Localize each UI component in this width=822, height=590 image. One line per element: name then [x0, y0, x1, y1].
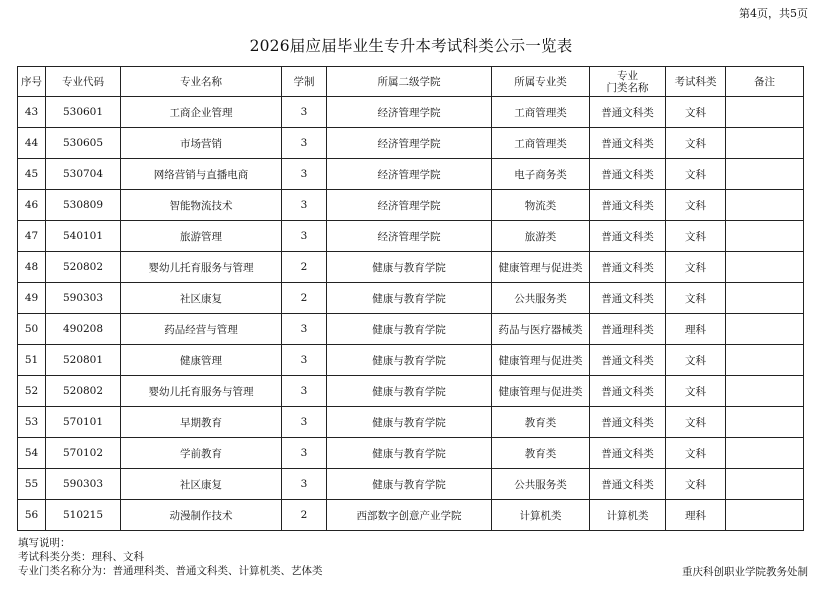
cell-name: 健康管理 [121, 345, 282, 376]
column-header-years [282, 67, 327, 97]
cell-years: 2 [282, 500, 327, 531]
cell-code: 590303 [46, 283, 121, 314]
cell-seq: 55 [18, 469, 46, 500]
table-row [18, 159, 804, 190]
cell-code: 520802 [46, 252, 121, 283]
cell-name: 工商企业管理 [121, 97, 282, 128]
cell-exam: 文科 [666, 190, 726, 221]
column-header-text: 考试科类 [674, 75, 717, 88]
table-row [18, 283, 804, 314]
table-row [18, 252, 804, 283]
column-header-text-line2: 门类名称 [606, 81, 649, 94]
cell-category: 电子商务类 [492, 159, 590, 190]
table-row [18, 314, 804, 345]
cell-discipline: 普通文科类 [590, 469, 666, 500]
column-header-text: 学制 [293, 75, 315, 88]
cell-name: 动漫制作技术 [121, 500, 282, 531]
cell-name: 网络营销与直播电商 [121, 159, 282, 190]
page-title: 2026届应届毕业生专升本考试科类公示一览表 [249, 37, 573, 55]
cell-remark [726, 407, 804, 438]
cell-college: 经济管理学院 [327, 97, 492, 128]
cell-exam: 文科 [666, 221, 726, 252]
cell-college: 经济管理学院 [327, 128, 492, 159]
notes-exam-types: 考试科类分类：理科、文科 [18, 551, 144, 563]
cell-remark [726, 500, 804, 531]
table-row [18, 500, 804, 531]
cell-remark [726, 190, 804, 221]
cell-discipline: 普通理科类 [590, 314, 666, 345]
notes-block [18, 536, 323, 578]
cell-remark [726, 345, 804, 376]
cell-college: 健康与教育学院 [327, 407, 492, 438]
table-row [18, 221, 804, 252]
table-body [18, 97, 804, 531]
cell-discipline: 普通文科类 [590, 221, 666, 252]
cell-seq: 56 [18, 500, 46, 531]
cell-years: 3 [282, 190, 327, 221]
department-label: 重庆科创职业学院教务处制 [682, 566, 808, 578]
column-header-text: 所属专业类 [514, 75, 567, 88]
cell-seq: 51 [18, 345, 46, 376]
column-header-code [46, 67, 121, 97]
cell-category: 公共服务类 [492, 469, 590, 500]
cell-exam: 理科 [666, 500, 726, 531]
cell-years: 3 [282, 376, 327, 407]
cell-code: 510215 [46, 500, 121, 531]
cell-exam: 文科 [666, 97, 726, 128]
cell-discipline: 普通文科类 [590, 283, 666, 314]
cell-remark [726, 376, 804, 407]
cell-code: 570101 [46, 407, 121, 438]
table-header-row [18, 67, 804, 97]
column-header-text: 专业名称 [180, 75, 222, 88]
notes-discipline-names: 专业门类名称分为：普通理科类、普通文科类、计算机类、艺体类 [18, 565, 323, 577]
cell-code: 540101 [46, 221, 121, 252]
cell-exam: 文科 [666, 407, 726, 438]
cell-discipline: 普通文科类 [590, 376, 666, 407]
cell-years: 2 [282, 283, 327, 314]
cell-category: 健康管理与促进类 [492, 376, 590, 407]
cell-seq: 43 [18, 97, 46, 128]
column-header-name [121, 67, 282, 97]
cell-exam: 文科 [666, 252, 726, 283]
cell-discipline: 普通文科类 [590, 97, 666, 128]
cell-discipline: 普通文科类 [590, 438, 666, 469]
cell-seq: 46 [18, 190, 46, 221]
cell-name: 婴幼儿托育服务与管理 [121, 252, 282, 283]
cell-seq: 52 [18, 376, 46, 407]
cell-name: 社区康复 [121, 469, 282, 500]
cell-years: 3 [282, 97, 327, 128]
cell-discipline: 普通文科类 [590, 345, 666, 376]
cell-years: 3 [282, 345, 327, 376]
table-row [18, 376, 804, 407]
cell-code: 530809 [46, 190, 121, 221]
cell-code: 530601 [46, 97, 121, 128]
cell-exam: 文科 [666, 159, 726, 190]
cell-name: 智能物流技术 [121, 190, 282, 221]
cell-years: 3 [282, 221, 327, 252]
column-header-exam [666, 67, 726, 97]
column-header-discipline [590, 67, 666, 97]
cell-college: 经济管理学院 [327, 221, 492, 252]
cell-name: 市场营销 [121, 128, 282, 159]
cell-remark [726, 97, 804, 128]
cell-college: 健康与教育学院 [327, 283, 492, 314]
cell-code: 490208 [46, 314, 121, 345]
cell-name: 社区康复 [121, 283, 282, 314]
cell-remark [726, 438, 804, 469]
cell-name: 婴幼儿托育服务与管理 [121, 376, 282, 407]
cell-exam: 文科 [666, 345, 726, 376]
cell-exam: 文科 [666, 438, 726, 469]
cell-discipline: 普通文科类 [590, 128, 666, 159]
cell-seq: 50 [18, 314, 46, 345]
cell-remark [726, 283, 804, 314]
cell-code: 570102 [46, 438, 121, 469]
cell-name: 学前教育 [121, 438, 282, 469]
column-header-category [492, 67, 590, 97]
cell-seq: 49 [18, 283, 46, 314]
majors-table [17, 66, 804, 531]
cell-category: 公共服务类 [492, 283, 590, 314]
cell-discipline: 计算机类 [590, 500, 666, 531]
cell-name: 早期教育 [121, 407, 282, 438]
page-info: 第4页，共5页 [739, 7, 808, 20]
table-row [18, 345, 804, 376]
cell-code: 530605 [46, 128, 121, 159]
column-header-college [327, 67, 492, 97]
cell-category: 计算机类 [492, 500, 590, 531]
column-header-text: 备注 [754, 75, 775, 88]
cell-code: 520802 [46, 376, 121, 407]
cell-years: 3 [282, 438, 327, 469]
cell-discipline: 普通文科类 [590, 159, 666, 190]
cell-name: 药品经营与管理 [121, 314, 282, 345]
cell-college: 经济管理学院 [327, 159, 492, 190]
cell-college: 健康与教育学院 [327, 469, 492, 500]
cell-exam: 理科 [666, 314, 726, 345]
cell-code: 530704 [46, 159, 121, 190]
table-row [18, 407, 804, 438]
cell-college: 健康与教育学院 [327, 376, 492, 407]
cell-years: 3 [282, 128, 327, 159]
column-header-text: 序号 [21, 75, 42, 88]
cell-years: 3 [282, 314, 327, 345]
cell-college: 健康与教育学院 [327, 345, 492, 376]
cell-seq: 44 [18, 128, 46, 159]
cell-college: 经济管理学院 [327, 190, 492, 221]
cell-category: 健康管理与促进类 [492, 345, 590, 376]
cell-category: 健康管理与促进类 [492, 252, 590, 283]
cell-category: 工商管理类 [492, 128, 590, 159]
cell-seq: 53 [18, 407, 46, 438]
cell-remark [726, 221, 804, 252]
table-row [18, 438, 804, 469]
cell-category: 旅游类 [492, 221, 590, 252]
cell-category: 教育类 [492, 438, 590, 469]
cell-category: 工商管理类 [492, 97, 590, 128]
cell-discipline: 普通文科类 [590, 252, 666, 283]
cell-years: 3 [282, 469, 327, 500]
column-header-text: 专业代码 [62, 75, 104, 88]
cell-remark [726, 128, 804, 159]
table-row [18, 469, 804, 500]
cell-code: 590303 [46, 469, 121, 500]
table-row [18, 190, 804, 221]
cell-code: 520801 [46, 345, 121, 376]
cell-seq: 54 [18, 438, 46, 469]
table-row [18, 97, 804, 128]
cell-years: 3 [282, 407, 327, 438]
cell-exam: 文科 [666, 128, 726, 159]
column-header-text: 专业 [617, 69, 638, 82]
column-header-seq [18, 67, 46, 97]
cell-exam: 文科 [666, 283, 726, 314]
cell-college: 西部数字创意产业学院 [327, 500, 492, 531]
column-header-remark [726, 67, 804, 97]
cell-discipline: 普通文科类 [590, 190, 666, 221]
cell-category: 物流类 [492, 190, 590, 221]
cell-college: 健康与教育学院 [327, 438, 492, 469]
cell-name: 旅游管理 [121, 221, 282, 252]
cell-seq: 45 [18, 159, 46, 190]
cell-category: 药品与医疗器械类 [492, 314, 590, 345]
column-header-text: 所属二级学院 [377, 75, 441, 88]
cell-remark [726, 159, 804, 190]
cell-exam: 文科 [666, 469, 726, 500]
cell-remark [726, 252, 804, 283]
cell-years: 3 [282, 159, 327, 190]
cell-category: 教育类 [492, 407, 590, 438]
table-row [18, 128, 804, 159]
cell-remark [726, 314, 804, 345]
cell-exam: 文科 [666, 376, 726, 407]
cell-remark [726, 469, 804, 500]
cell-years: 2 [282, 252, 327, 283]
cell-college: 健康与教育学院 [327, 252, 492, 283]
cell-college: 健康与教育学院 [327, 314, 492, 345]
cell-discipline: 普通文科类 [590, 407, 666, 438]
cell-seq: 47 [18, 221, 46, 252]
notes-heading: 填写说明： [18, 537, 71, 549]
cell-seq: 48 [18, 252, 46, 283]
